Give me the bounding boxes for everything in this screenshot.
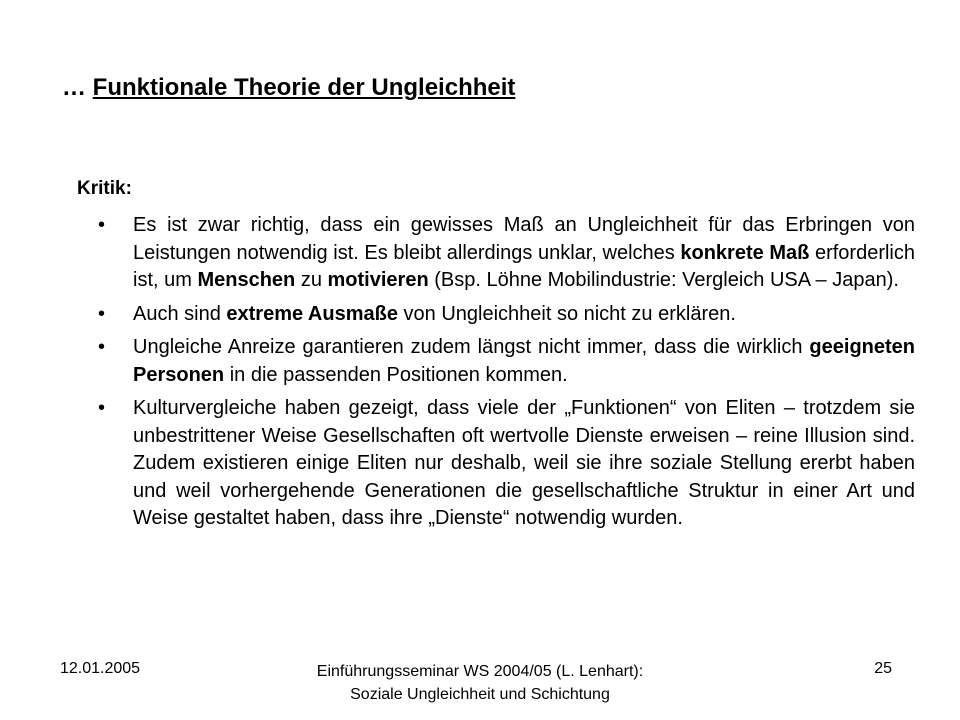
bullet-marker: • — [98, 214, 106, 236]
bullet-emphasis: motivieren — [327, 269, 429, 291]
bullet-text: von Ungleichheit so nicht zu erklären. — [397, 302, 736, 325]
bullet-item — [95, 301, 915, 329]
bullet-text: Es ist zwar richtig, dass ein gewisses Maß an Ungleichheit für das Erbringen von Leistungen notwendig ist. Es bleibt allerdings unklar, welches — [133, 214, 915, 264]
bullet-text: zu — [295, 269, 328, 291]
footer-course-line2: Soziale Ungleichheit und Schichtung — [350, 686, 610, 703]
bullet-list — [95, 212, 915, 539]
bullet-emphasis: konkrete Maß — [680, 241, 810, 264]
footer-date: 12.01.2005 — [60, 660, 141, 677]
footer-course-line1: Einführungsseminar WS 2004/05 (L. Lenhart): — [316, 663, 644, 680]
bullet-marker: • — [98, 397, 106, 419]
bullet-marker: • — [98, 336, 106, 358]
bullet-text: Ungleiche Anreize garantieren zudem längst nicht immer, dass die wirklich — [133, 336, 810, 358]
bullet-text: Kulturvergleiche haben gezeigt, dass viele der „Funktionen“ von Eliten – trotzdem sie unbestrittener Weise Gesellschaften oft wertvolle Dienste erweisen – reine Illusion sind. Zudem existieren einige Eliten nur deshalb, weil sie ihre soziale Stellung ererbt haben und weil vorhergehende Generationen die gesellschaftliche Struktur in einer Art und Weise gestaltet haben, dass ihre „Dienste“ notwendig wurden. — [133, 397, 915, 529]
title-text: Funktionale Theorie der Ungleichheit — [92, 74, 516, 101]
footer-course — [230, 660, 730, 706]
slide-title — [62, 74, 515, 102]
footer-page-number: 25 — [874, 660, 892, 677]
bullet-text: in die passenden Positionen kommen. — [224, 363, 568, 386]
bullet-item — [95, 334, 915, 389]
title-prefix: … — [62, 74, 93, 101]
bullet-item — [95, 212, 915, 295]
bullet-emphasis: geeigneten Personen — [133, 336, 915, 386]
bullet-text: erforderlich ist, um — [133, 241, 915, 291]
bullet-emphasis: Menschen — [197, 269, 296, 291]
bullet-item — [95, 395, 915, 533]
bullet-text: (Bsp. Löhne Mobilindustrie: Vergleich USA – Japan). — [428, 269, 899, 291]
bullet-marker: • — [98, 302, 106, 325]
bullet-emphasis: extreme Ausmaße — [226, 302, 398, 325]
section-label: Kritik: — [77, 178, 132, 199]
bullet-text: Auch sind — [133, 302, 227, 325]
